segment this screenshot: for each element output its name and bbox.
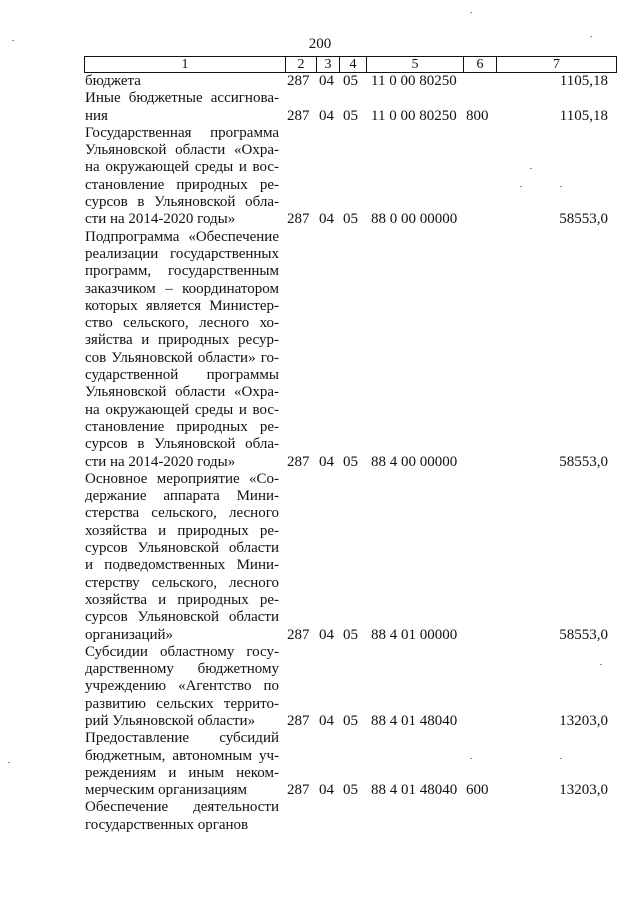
chapter-code: 05 xyxy=(343,211,358,228)
chapter-code: 05 xyxy=(343,626,358,643)
description-line: мерческим организациям xyxy=(85,782,247,799)
subsection-code: 04 xyxy=(319,626,334,643)
table-row xyxy=(0,644,640,730)
header-col-3: 3 xyxy=(317,57,340,73)
budget-table-body xyxy=(0,73,640,834)
subsection-code: 04 xyxy=(319,712,334,729)
description-line: заказчиком – координатором xyxy=(85,280,279,297)
description-line: стерства сельского, лесного xyxy=(85,505,279,522)
subsection-code: 04 xyxy=(319,73,334,89)
table-row xyxy=(0,73,640,90)
amount: 58553,0 xyxy=(559,211,608,228)
description-line: Государственная программа xyxy=(85,124,279,141)
description-line: ство сельского, лесного хо- xyxy=(85,315,279,332)
subsection-code: 04 xyxy=(319,453,334,470)
description-line: Ульяновской области «Охра- xyxy=(85,384,279,401)
row-description xyxy=(85,90,279,125)
description-line: сурсов Ульяновской области xyxy=(85,540,279,557)
description-line: держание аппарата Мини- xyxy=(85,488,279,505)
chapter-code: 05 xyxy=(343,73,358,89)
table-row xyxy=(0,229,640,471)
description-line: хозяйства и природных ре- xyxy=(85,522,279,539)
description-line: становление природных ре- xyxy=(85,176,279,193)
chapter-code: 05 xyxy=(343,782,358,799)
row-description xyxy=(85,799,279,834)
description-line: развитию сельских террито- xyxy=(85,695,279,712)
header-col-6: 6 xyxy=(464,57,497,73)
description-line: сурсов в Ульяновской обла- xyxy=(85,436,279,453)
target-article-code: 88 4 01 48040 xyxy=(371,712,458,729)
description-line: бюджета xyxy=(85,73,141,89)
description-line: хозяйства и природных ре- xyxy=(85,591,279,608)
section-code: 287 xyxy=(287,712,310,729)
header-col-5: 5 xyxy=(367,57,464,73)
row-description xyxy=(85,644,279,730)
target-article-code: 11 0 00 80250 xyxy=(371,107,457,124)
row-description xyxy=(85,471,279,644)
description-line: на окружающей среды и вос- xyxy=(85,401,279,418)
table-row xyxy=(0,90,640,125)
header-col-1: 1 xyxy=(85,57,286,73)
description-line: стерству сельского, лесного xyxy=(85,574,279,591)
header-col-7: 7 xyxy=(497,57,617,73)
section-code: 287 xyxy=(287,211,310,228)
chapter-code: 05 xyxy=(343,453,358,470)
expense-type-code: 600 xyxy=(466,782,489,799)
description-line: сударственной программы xyxy=(85,367,279,384)
column-header-table xyxy=(84,56,617,73)
target-article-code: 11 0 00 80250 xyxy=(371,73,457,89)
header-col-2: 2 xyxy=(286,57,317,73)
description-line: становление природных ре- xyxy=(85,418,279,435)
subsection-code: 04 xyxy=(319,211,334,228)
table-row xyxy=(0,471,640,644)
table-row xyxy=(0,799,640,834)
target-article-code: 88 4 00 00000 xyxy=(371,453,458,470)
target-article-code: 88 4 01 48040 xyxy=(371,782,458,799)
section-code: 287 xyxy=(287,453,310,470)
description-line: на окружающей среды и вос- xyxy=(85,159,279,176)
description-line: сти на 2014-2020 годы» xyxy=(85,453,236,470)
chapter-code: 05 xyxy=(343,107,358,124)
amount: 1105,18 xyxy=(559,107,608,124)
description-line: сурсов в Ульяновской обла- xyxy=(85,194,279,211)
row-description xyxy=(85,73,279,90)
description-line: сов Ульяновской области» го- xyxy=(85,349,279,366)
subsection-code: 04 xyxy=(319,107,334,124)
description-line: Иные бюджетные ассигнова- xyxy=(85,90,279,107)
target-article-code: 88 0 00 00000 xyxy=(371,211,458,228)
description-line: Субсидии областному госу- xyxy=(85,643,279,660)
section-code: 287 xyxy=(287,626,310,643)
description-line: программ, государственным xyxy=(85,263,279,280)
description-line: Основное мероприятие «Со- xyxy=(85,470,279,487)
section-code: 287 xyxy=(287,73,310,89)
target-article-code: 88 4 01 00000 xyxy=(371,626,458,643)
subsection-code: 04 xyxy=(319,782,334,799)
description-line: Ульяновской области «Охра- xyxy=(85,142,279,159)
description-line: реждениям и иным неком- xyxy=(85,764,279,781)
description-line: Предоставление субсидий xyxy=(85,730,279,747)
description-line: организаций» xyxy=(85,626,174,643)
chapter-code: 05 xyxy=(343,712,358,729)
expense-type-code: 800 xyxy=(466,107,489,124)
amount: 13203,0 xyxy=(559,782,608,799)
description-line: рий Ульяновской области» xyxy=(85,712,256,729)
description-line: Подпрограмма «Обеспечение xyxy=(85,228,279,245)
description-line: и подведомственных Мини- xyxy=(85,557,279,574)
description-line: бюджетным, автономным уч- xyxy=(85,747,279,764)
description-line: учреждению «Агентство по xyxy=(85,678,279,695)
page-number: 200 xyxy=(308,36,332,52)
amount: 58553,0 xyxy=(559,626,608,643)
section-code: 287 xyxy=(287,107,310,124)
description-line: сти на 2014-2020 годы» xyxy=(85,211,236,228)
description-line: зяйства и природных ресур- xyxy=(85,332,279,349)
row-description xyxy=(85,125,279,229)
description-line: которых является Министер- xyxy=(85,297,279,314)
section-code: 287 xyxy=(287,782,310,799)
description-line: дарственному бюджетному xyxy=(85,661,279,678)
row-description xyxy=(85,730,279,799)
description-line: реализации государственных xyxy=(85,245,279,262)
header-col-4: 4 xyxy=(340,57,367,73)
amount: 13203,0 xyxy=(559,712,608,729)
table-row xyxy=(0,730,640,799)
amount: 58553,0 xyxy=(559,453,608,470)
description-line: сурсов Ульяновской области xyxy=(85,609,279,626)
row-description xyxy=(85,229,279,471)
description-line: государственных органов xyxy=(85,816,249,833)
description-line: ния xyxy=(85,107,108,124)
table-row xyxy=(0,125,640,229)
amount: 1105,18 xyxy=(559,73,608,89)
description-line: Обеспечение деятельности xyxy=(85,799,279,816)
